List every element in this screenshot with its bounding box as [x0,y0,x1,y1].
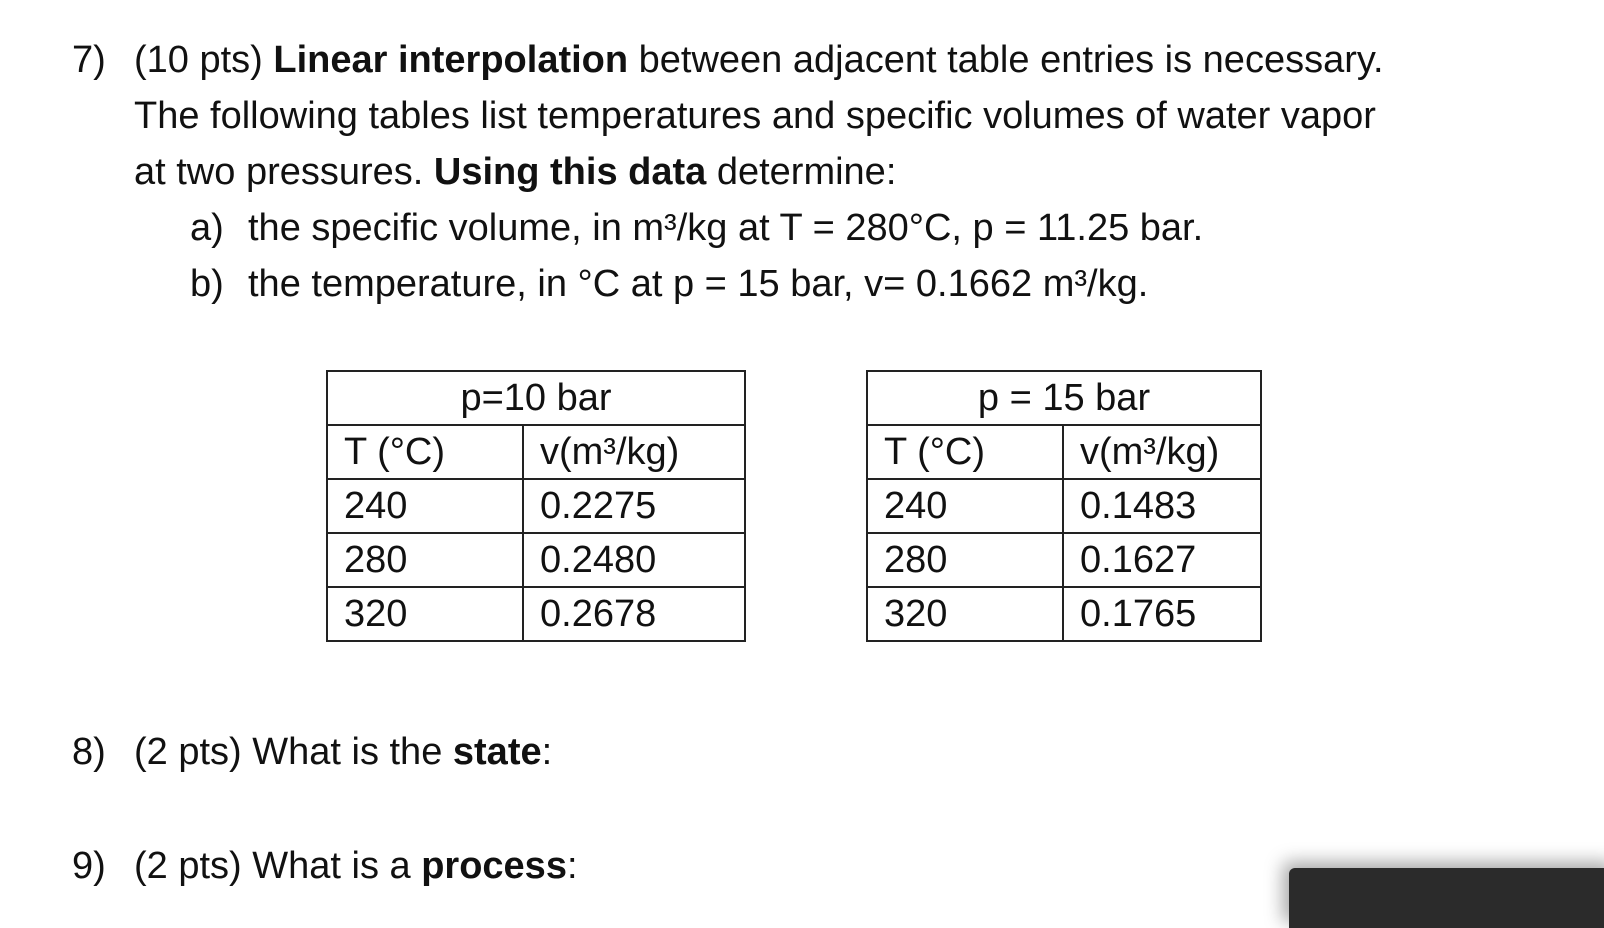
emphasis-state: state [452,731,542,773]
cell-specific-volume: 0.2480 [523,533,745,587]
question-9 [72,838,972,894]
question-8 [72,724,972,780]
column-header-temperature: T (°C) [327,425,523,479]
question-8-number: 8) [72,731,106,773]
cell-specific-volume: 0.1627 [1063,533,1261,587]
question-7-item-b [190,256,1390,312]
table-row [867,479,1261,533]
table-row [327,479,745,533]
item-b-label: b) [190,263,224,305]
cell-specific-volume: 0.1483 [1063,479,1261,533]
emphasis-process: process [421,845,567,887]
question-8-text: (2 pts) What is the state: [134,731,553,773]
question-7-line-3: at two pressures. Using this data determine: [134,151,897,193]
column-header-specific-volume: v(m³/kg) [523,425,745,479]
emphasis-linear-interpolation: Linear interpolation [273,39,629,81]
table-p15-title: p = 15 bar [867,371,1261,425]
cell-temperature: 280 [867,533,1063,587]
cell-temperature: 240 [327,479,523,533]
question-9-text: (2 pts) What is a process: [134,845,578,887]
emphasis-using-this-data: Using this data [433,151,707,193]
question-9-number: 9) [72,845,106,887]
question-7-line-2: The following tables list temperatures and specific volumes of water vapor [134,95,1376,137]
table-row [867,533,1261,587]
cell-temperature: 280 [327,533,523,587]
question-7-number: 7) [72,39,106,81]
table-row [327,587,745,641]
table-header-row [867,425,1261,479]
column-header-specific-volume: v(m³/kg) [1063,425,1261,479]
item-b-text: the temperature, in °C at p = 15 bar, v= 0.1662 m³/kg. [248,263,1149,305]
table-p15-bar [866,370,1262,642]
item-a-label: a) [190,207,224,249]
table-header-row [327,425,745,479]
cell-specific-volume: 0.1765 [1063,587,1261,641]
cell-specific-volume: 0.2275 [523,479,745,533]
overlay-panel [1289,868,1604,928]
question-7-line-1: (10 pts) Linear interpolation between adjacent table entries is necessary. [134,39,1384,81]
table-row [867,587,1261,641]
cell-temperature: 320 [867,587,1063,641]
table-row [327,533,745,587]
cell-temperature: 240 [867,479,1063,533]
item-a-text: the specific volume, in m³/kg at T = 280°C, p = 11.25 bar. [248,207,1204,249]
question-7 [72,32,1592,332]
table-p10-bar [326,370,746,642]
cell-temperature: 320 [327,587,523,641]
column-header-temperature: T (°C) [867,425,1063,479]
cell-specific-volume: 0.2678 [523,587,745,641]
table-p10-title: p=10 bar [327,371,745,425]
question-7-item-a [190,200,1390,256]
